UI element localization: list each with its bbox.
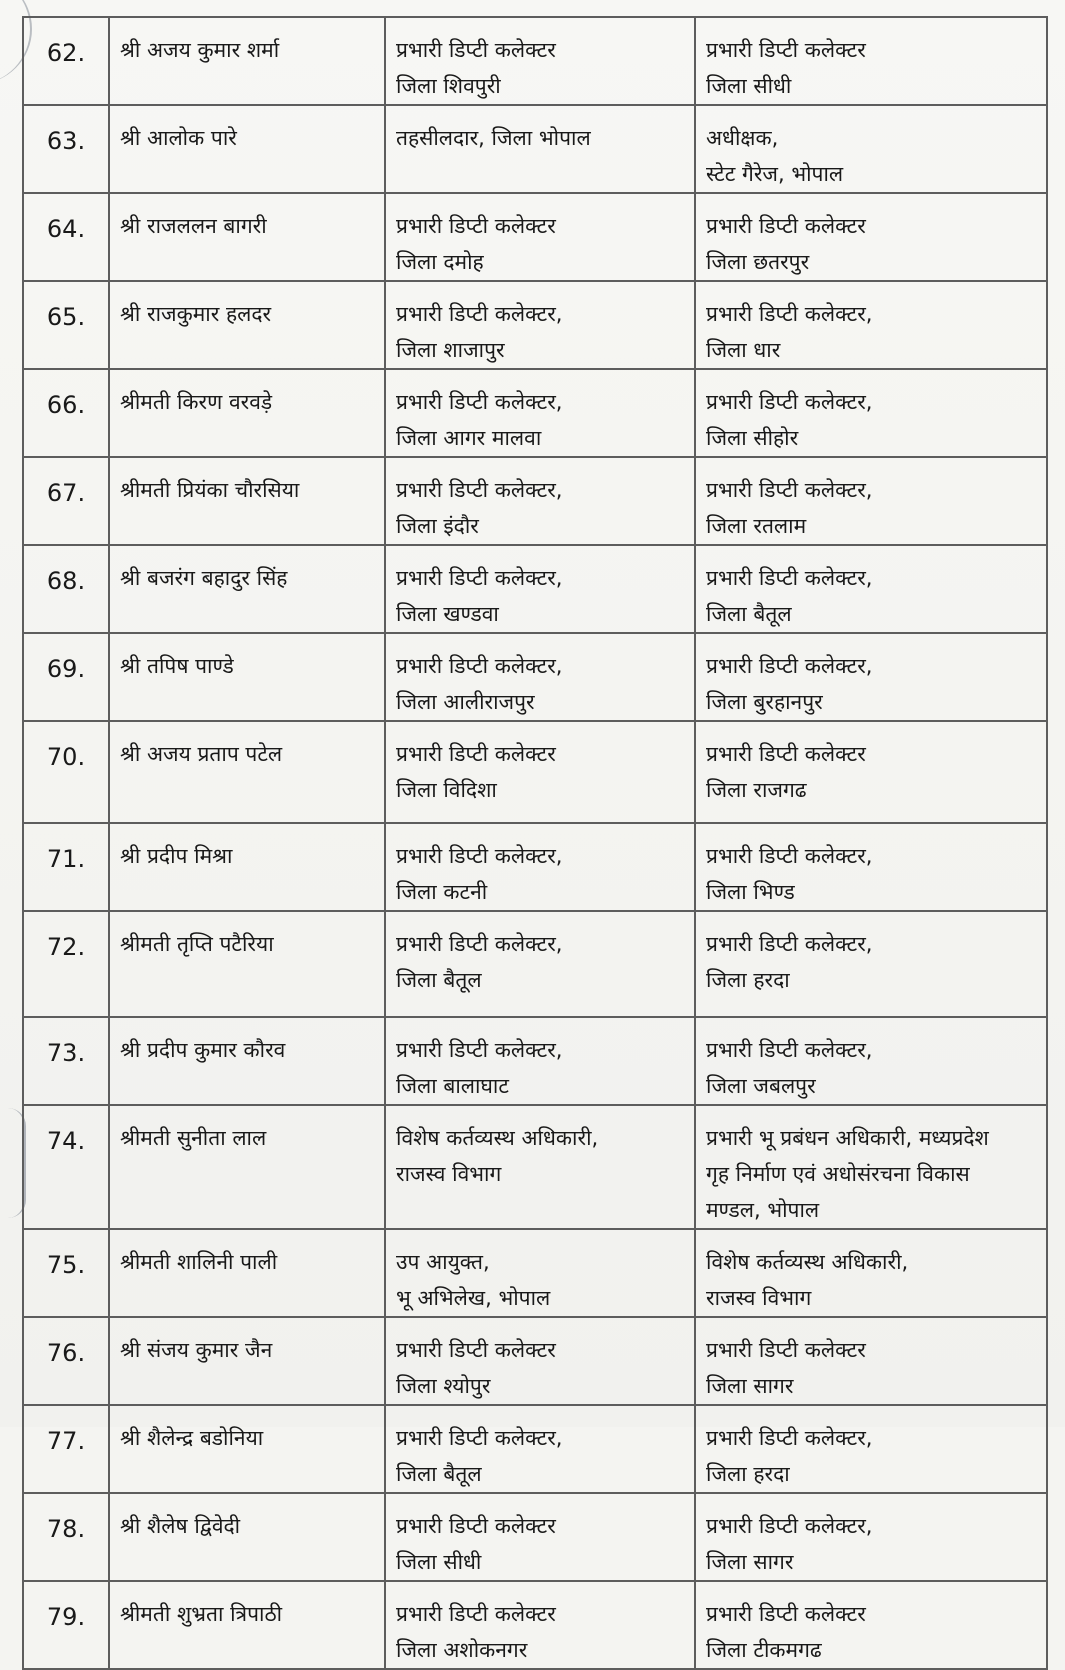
current-posting-line: जिला शिवपुरी <box>396 74 501 98</box>
current-posting-line: प्रभारी डिप्टी कलेक्टर, <box>396 478 563 502</box>
current-posting-line: जिला दमोह <box>396 250 484 274</box>
current-posting <box>385 545 695 633</box>
new-posting <box>695 823 1047 911</box>
new-posting-line: अधीक्षक, <box>706 126 779 150</box>
officer-name: श्री शैलेष द्विवेदी <box>109 1493 385 1581</box>
officer-name: श्रीमती प्रियंका चौरसिया <box>109 457 385 545</box>
new-posting-line: प्रभारी डिप्टी कलेक्टर, <box>706 390 873 414</box>
new-posting-line: जिला बुरहानपुर <box>706 690 823 714</box>
new-posting <box>695 545 1047 633</box>
current-posting-line: प्रभारी डिप्टी कलेक्टर <box>396 1338 556 1362</box>
table-row <box>23 281 1047 369</box>
current-posting-line: जिला विदिशा <box>396 778 497 802</box>
current-posting <box>385 1105 695 1229</box>
new-posting <box>695 105 1047 193</box>
table-row <box>23 1105 1047 1229</box>
serial-number: 75. <box>23 1229 109 1317</box>
current-posting-line: विशेष कर्तव्यस्थ अधिकारी, <box>396 1126 599 1150</box>
current-posting-line: जिला बालाघाट <box>396 1074 509 1098</box>
new-posting <box>695 1493 1047 1581</box>
current-posting <box>385 721 695 823</box>
current-posting <box>385 281 695 369</box>
new-posting <box>695 1405 1047 1493</box>
current-posting <box>385 369 695 457</box>
officer-name: श्रीमती शुभ्रता त्रिपाठी <box>109 1581 385 1669</box>
serial-number: 67. <box>23 457 109 545</box>
new-posting-line: प्रभारी डिप्टी कलेक्टर, <box>706 478 873 502</box>
current-posting <box>385 823 695 911</box>
serial-number: 71. <box>23 823 109 911</box>
officer-name: श्री राजललन बागरी <box>109 193 385 281</box>
current-posting-line: भू अभिलेख, भोपाल <box>396 1286 551 1310</box>
table-row <box>23 17 1047 105</box>
new-posting-line: प्रभारी डिप्टी कलेक्टर, <box>706 1038 873 1062</box>
serial-number: 64. <box>23 193 109 281</box>
table-row <box>23 105 1047 193</box>
current-posting <box>385 633 695 721</box>
current-posting <box>385 1581 695 1669</box>
new-posting-line: प्रभारी डिप्टी कलेक्टर, <box>706 302 873 326</box>
current-posting-line: जिला कटनी <box>396 880 488 904</box>
current-posting <box>385 105 695 193</box>
new-posting-line: जिला सीधी <box>706 74 792 98</box>
officer-name: श्री आलोक पारे <box>109 105 385 193</box>
new-posting-line: जिला टीकमगढ <box>706 1638 822 1662</box>
officer-name: श्री प्रदीप कुमार कौरव <box>109 1017 385 1105</box>
current-posting-line: जिला खण्डवा <box>396 602 499 626</box>
new-posting-line: जिला राजगढ <box>706 778 807 802</box>
current-posting-line: जिला श्योपुर <box>396 1374 491 1398</box>
current-posting <box>385 1229 695 1317</box>
new-posting <box>695 1229 1047 1317</box>
serial-number: 73. <box>23 1017 109 1105</box>
officer-name: श्रीमती किरण वरवड़े <box>109 369 385 457</box>
new-posting-line: प्रभारी डिप्टी कलेक्टर <box>706 38 866 62</box>
new-posting-line: प्रभारी डिप्टी कलेक्टर, <box>706 844 873 868</box>
officer-name: श्री संजय कुमार जैन <box>109 1317 385 1405</box>
serial-number: 72. <box>23 911 109 1017</box>
officer-name: श्रीमती शालिनी पाली <box>109 1229 385 1317</box>
serial-number: 79. <box>23 1581 109 1669</box>
new-posting <box>695 1317 1047 1405</box>
current-posting-line: जिला बैतूल <box>396 968 482 992</box>
new-posting-line: गृह निर्माण एवं अधोसंरचना विकास <box>706 1162 970 1186</box>
current-posting-line: प्रभारी डिप्टी कलेक्टर, <box>396 302 563 326</box>
table-row <box>23 633 1047 721</box>
current-posting-line: प्रभारी डिप्टी कलेक्टर, <box>396 1038 563 1062</box>
current-posting <box>385 1405 695 1493</box>
new-posting <box>695 1017 1047 1105</box>
new-posting-line: प्रभारी डिप्टी कलेक्टर <box>706 1338 866 1362</box>
new-posting <box>695 911 1047 1017</box>
table-row <box>23 911 1047 1017</box>
current-posting <box>385 1017 695 1105</box>
new-posting-line: जिला हरदा <box>706 968 790 992</box>
current-posting-line: प्रभारी डिप्टी कलेक्टर, <box>396 390 563 414</box>
transfer-order-table <box>22 16 1048 1670</box>
current-posting <box>385 1317 695 1405</box>
table-row <box>23 545 1047 633</box>
current-posting <box>385 911 695 1017</box>
new-posting-line: जिला बैतूल <box>706 602 792 626</box>
new-posting-line: प्रभारी डिप्टी कलेक्टर <box>706 742 866 766</box>
current-posting <box>385 193 695 281</box>
serial-number: 65. <box>23 281 109 369</box>
current-posting-line: जिला बैतूल <box>396 1462 482 1486</box>
current-posting-line: जिला इंदौर <box>396 514 479 538</box>
current-posting <box>385 17 695 105</box>
serial-number: 69. <box>23 633 109 721</box>
new-posting <box>695 721 1047 823</box>
table-row <box>23 457 1047 545</box>
table-row <box>23 193 1047 281</box>
new-posting-line: जिला हरदा <box>706 1462 790 1486</box>
current-posting-line: प्रभारी डिप्टी कलेक्टर <box>396 742 556 766</box>
new-posting-line: प्रभारी डिप्टी कलेक्टर <box>706 1602 866 1626</box>
new-posting-line: प्रभारी डिप्टी कलेक्टर, <box>706 932 873 956</box>
officer-name: श्रीमती तृप्ति पटैरिया <box>109 911 385 1017</box>
officer-name: श्री शैलेन्द्र बडोनिया <box>109 1405 385 1493</box>
current-posting-line: प्रभारी डिप्टी कलेक्टर <box>396 1514 556 1538</box>
new-posting-line: विशेष कर्तव्यस्थ अधिकारी, <box>706 1250 909 1274</box>
officer-name: श्री तपिष पाण्डे <box>109 633 385 721</box>
new-posting-line: जिला भिण्ड <box>706 880 795 904</box>
serial-number: 63. <box>23 105 109 193</box>
serial-number: 68. <box>23 545 109 633</box>
serial-number: 74. <box>23 1105 109 1229</box>
serial-number: 70. <box>23 721 109 823</box>
table-row <box>23 721 1047 823</box>
current-posting-line: प्रभारी डिप्टी कलेक्टर, <box>396 566 563 590</box>
officer-name: श्रीमती सुनीता लाल <box>109 1105 385 1229</box>
current-posting-line: प्रभारी डिप्टी कलेक्टर <box>396 214 556 238</box>
table-row <box>23 369 1047 457</box>
serial-number: 78. <box>23 1493 109 1581</box>
new-posting-line: जिला धार <box>706 338 781 362</box>
current-posting-line: उप आयुक्त, <box>396 1250 490 1274</box>
serial-number: 66. <box>23 369 109 457</box>
table-row <box>23 823 1047 911</box>
serial-number: 76. <box>23 1317 109 1405</box>
new-posting-line: प्रभारी डिप्टी कलेक्टर <box>706 214 866 238</box>
new-posting <box>695 633 1047 721</box>
new-posting-line: मण्डल, भोपाल <box>706 1198 820 1222</box>
new-posting <box>695 281 1047 369</box>
transfer-order-rows <box>23 17 1047 1669</box>
new-posting-line: स्टेट गैरेज, भोपाल <box>706 162 844 186</box>
table-row <box>23 1405 1047 1493</box>
current-posting-line: तहसीलदार, जिला भोपाल <box>396 126 591 150</box>
current-posting-line: जिला अशोकनगर <box>396 1638 528 1662</box>
new-posting-line: जिला रतलाम <box>706 514 807 538</box>
table-row <box>23 1017 1047 1105</box>
new-posting-line: जिला जबलपुर <box>706 1074 816 1098</box>
new-posting-line: जिला छतरपुर <box>706 250 810 274</box>
new-posting <box>695 17 1047 105</box>
new-posting-line: प्रभारी डिप्टी कलेक्टर, <box>706 566 873 590</box>
officer-name: श्री अजय प्रताप पटेल <box>109 721 385 823</box>
new-posting <box>695 457 1047 545</box>
new-posting <box>695 1105 1047 1229</box>
table-row <box>23 1229 1047 1317</box>
table-row <box>23 1493 1047 1581</box>
new-posting <box>695 193 1047 281</box>
table-row <box>23 1581 1047 1669</box>
new-posting <box>695 369 1047 457</box>
current-posting-line: प्रभारी डिप्टी कलेक्टर <box>396 38 556 62</box>
current-posting <box>385 457 695 545</box>
new-posting-line: राजस्व विभाग <box>706 1286 812 1310</box>
serial-number: 77. <box>23 1405 109 1493</box>
current-posting-line: जिला आलीराजपुर <box>396 690 535 714</box>
new-posting-line: जिला सीहोर <box>706 426 799 450</box>
new-posting-line: प्रभारी डिप्टी कलेक्टर, <box>706 1514 873 1538</box>
current-posting-line: जिला सीधी <box>396 1550 482 1574</box>
current-posting-line: जिला आगर मालवा <box>396 426 542 450</box>
new-posting-line: जिला सागर <box>706 1550 794 1574</box>
new-posting-line: प्रभारी डिप्टी कलेक्टर, <box>706 654 873 678</box>
current-posting-line: प्रभारी डिप्टी कलेक्टर, <box>396 1426 563 1450</box>
officer-name: श्री बजरंग बहादुर सिंह <box>109 545 385 633</box>
current-posting-line: प्रभारी डिप्टी कलेक्टर, <box>396 932 563 956</box>
current-posting-line: प्रभारी डिप्टी कलेक्टर, <box>396 654 563 678</box>
serial-number: 62. <box>23 17 109 105</box>
officer-name: श्री प्रदीप मिश्रा <box>109 823 385 911</box>
current-posting-line: प्रभारी डिप्टी कलेक्टर, <box>396 844 563 868</box>
new-posting-line: प्रभारी भू प्रबंधन अधिकारी, मध्यप्रदेश <box>706 1126 989 1150</box>
new-posting-line: प्रभारी डिप्टी कलेक्टर, <box>706 1426 873 1450</box>
new-posting <box>695 1581 1047 1669</box>
current-posting-line: राजस्व विभाग <box>396 1162 502 1186</box>
table-row <box>23 1317 1047 1405</box>
officer-name: श्री अजय कुमार शर्मा <box>109 17 385 105</box>
officer-name: श्री राजकुमार हलदर <box>109 281 385 369</box>
current-posting-line: जिला शाजापुर <box>396 338 505 362</box>
current-posting <box>385 1493 695 1581</box>
current-posting-line: प्रभारी डिप्टी कलेक्टर <box>396 1602 556 1626</box>
new-posting-line: जिला सागर <box>706 1374 794 1398</box>
